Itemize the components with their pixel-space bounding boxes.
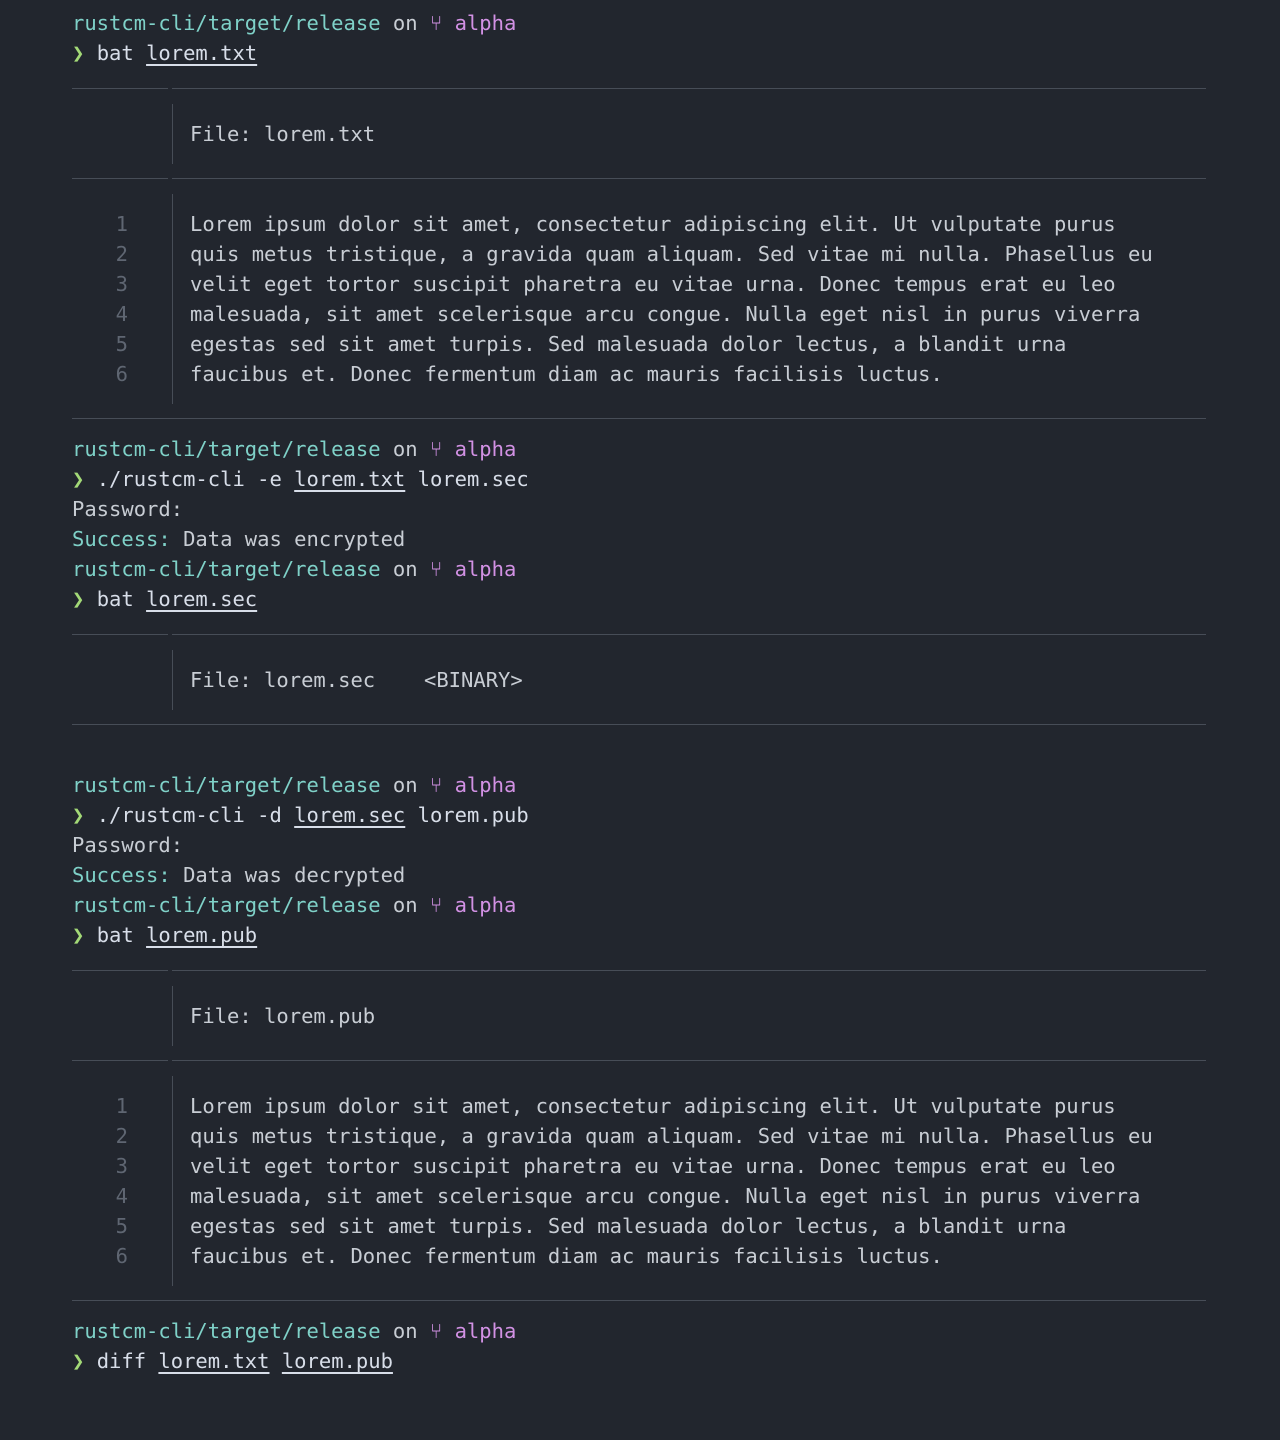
- success-message: [0, 524, 1280, 554]
- line-number: 4: [115, 1184, 128, 1208]
- prompt-path: rustcm-cli/target/release: [72, 893, 381, 917]
- bat-mid-rule: [0, 164, 1280, 194]
- password-prompt[interactable]: [0, 494, 1280, 524]
- bat-output-lorem-pub: [0, 950, 1280, 1316]
- code-line: [0, 1181, 1280, 1211]
- prompt-on-word: [381, 11, 393, 35]
- prompt-path: rustcm-cli/target/release: [72, 557, 381, 581]
- command-name: bat: [96, 587, 134, 611]
- line-number: 2: [115, 1124, 128, 1148]
- bat-mid-rule: [0, 1046, 1280, 1076]
- command-name: bat: [96, 41, 134, 65]
- command-line[interactable]: [0, 920, 1280, 950]
- success-text: Data was decrypted: [183, 863, 406, 887]
- prompt-branch: alpha: [454, 893, 517, 917]
- command-line[interactable]: [0, 800, 1280, 830]
- prompt-on: on: [392, 11, 418, 35]
- command-arg-output: lorem.sec: [417, 467, 529, 491]
- command-arg-file[interactable]: lorem.txt: [146, 41, 258, 65]
- prompt-line: [0, 770, 1280, 800]
- code-text: egestas sed sit amet turpis. Sed malesuada dolor lectus, a blandit urna: [190, 332, 1067, 356]
- git-branch-icon: ⑂: [429, 437, 443, 461]
- bat-top-rule: [0, 620, 1280, 650]
- bat-code-body: [0, 1076, 1280, 1286]
- git-branch-icon: ⑂: [429, 557, 443, 581]
- code-text: malesuada, sit amet scelerisque arcu congue. Nulla eget nisl in purus viverra: [190, 302, 1141, 326]
- command-line[interactable]: [0, 464, 1280, 494]
- line-number: 4: [115, 302, 128, 326]
- line-number: 3: [115, 1154, 128, 1178]
- command-arg-b[interactable]: lorem.pub: [281, 1349, 393, 1373]
- prompt-branch: alpha: [454, 557, 517, 581]
- code-text: velit eget tortor suscipit pharetra eu vitae urna. Donec tempus erat eu leo: [190, 272, 1116, 296]
- success-label: Success:: [72, 863, 171, 887]
- prompt-line: [0, 8, 1280, 38]
- prompt-branch: alpha: [454, 1319, 517, 1343]
- code-text: velit eget tortor suscipit pharetra eu vitae urna. Donec tempus erat eu leo: [190, 1154, 1116, 1178]
- code-text: Lorem ipsum dolor sit amet, consectetur adipiscing elit. Ut vulputate purus: [190, 1094, 1116, 1118]
- code-text: Lorem ipsum dolor sit amet, consectetur adipiscing elit. Ut vulputate purus: [190, 212, 1116, 236]
- command-line[interactable]: [0, 38, 1280, 68]
- code-line: [0, 1241, 1280, 1271]
- command-name: bat: [96, 923, 134, 947]
- bat-top-rule: [0, 74, 1280, 104]
- code-line: [0, 299, 1280, 329]
- code-line: [0, 239, 1280, 269]
- prompt-arrow-icon: ❯: [72, 587, 85, 611]
- bat-bottom-rule: [0, 710, 1280, 740]
- prompt-line: [0, 890, 1280, 920]
- command-name: ./rustcm-cli: [96, 467, 245, 491]
- line-number: 5: [115, 332, 128, 356]
- git-branch-icon: ⑂: [429, 773, 443, 797]
- password-label: Password:: [72, 833, 184, 857]
- command-arg-input[interactable]: lorem.txt: [294, 467, 406, 491]
- prompt-on: on: [392, 773, 418, 797]
- command-arg-file[interactable]: lorem.pub: [146, 923, 258, 947]
- code-line: [0, 1211, 1280, 1241]
- line-number: 6: [115, 1244, 128, 1268]
- code-text: faucibus et. Donec fermentum diam ac mauris facilisis luctus.: [190, 1244, 943, 1268]
- code-line: [0, 269, 1280, 299]
- command-flag: -d: [257, 803, 282, 827]
- line-number: 3: [115, 272, 128, 296]
- prompt-branch: alpha: [454, 773, 517, 797]
- code-text: malesuada, sit amet scelerisque arcu congue. Nulla eget nisl in purus viverra: [190, 1184, 1141, 1208]
- command-flag: -e: [257, 467, 282, 491]
- prompt-path: rustcm-cli/target/release: [72, 437, 381, 461]
- prompt-path: rustcm-cli/target/release: [72, 11, 381, 35]
- prompt-path: rustcm-cli/target/release: [72, 773, 381, 797]
- prompt-path: rustcm-cli/target/release: [72, 1319, 381, 1343]
- command-line[interactable]: [0, 584, 1280, 614]
- bat-bottom-rule: [0, 1286, 1280, 1316]
- code-line: [0, 329, 1280, 359]
- prompt-arrow-icon: ❯: [72, 923, 85, 947]
- code-text: quis metus tristique, a gravida quam aliquam. Sed vitae mi nulla. Phasellus eu: [190, 242, 1153, 266]
- code-line: [0, 209, 1280, 239]
- code-line: [0, 1091, 1280, 1121]
- command-arg-a[interactable]: lorem.txt: [158, 1349, 270, 1373]
- line-number: 1: [115, 1094, 128, 1118]
- line-number: 1: [115, 212, 128, 236]
- password-prompt[interactable]: [0, 830, 1280, 860]
- prompt-branch: alpha: [454, 11, 517, 35]
- bat-file-title: File: lorem.pub: [190, 1004, 376, 1028]
- command-arg-file[interactable]: lorem.sec: [146, 587, 258, 611]
- prompt-on: on: [392, 557, 418, 581]
- code-line: [0, 1121, 1280, 1151]
- bat-output-lorem-sec: [0, 614, 1280, 740]
- success-text: Data was encrypted: [183, 527, 406, 551]
- bat-file-title: File: lorem.txt: [190, 122, 376, 146]
- command-arg-output: lorem.pub: [417, 803, 529, 827]
- bat-output-lorem-txt: [0, 68, 1280, 434]
- bat-bottom-rule: [0, 404, 1280, 434]
- prompt-arrow-icon: ❯: [72, 803, 85, 827]
- bat-header: [0, 986, 1280, 1046]
- code-text: quis metus tristique, a gravida quam aliquam. Sed vitae mi nulla. Phasellus eu: [190, 1124, 1153, 1148]
- prompt-branch: alpha: [454, 437, 517, 461]
- bat-top-rule: [0, 956, 1280, 986]
- git-branch-icon: ⑂: [429, 893, 443, 917]
- bat-binary-badge: <BINARY>: [424, 668, 523, 692]
- prompt-on: on: [392, 893, 418, 917]
- bat-code-body: [0, 194, 1280, 404]
- command-arg-input[interactable]: lorem.sec: [294, 803, 406, 827]
- success-label: Success:: [72, 527, 171, 551]
- prompt-arrow-icon: ❯: [72, 1349, 85, 1373]
- command-name: ./rustcm-cli: [96, 803, 245, 827]
- prompt-on: on: [392, 1319, 418, 1343]
- password-label: Password:: [72, 497, 184, 521]
- git-branch-icon: ⑂: [429, 11, 443, 35]
- code-text: faucibus et. Donec fermentum diam ac mauris facilisis luctus.: [190, 362, 943, 386]
- line-number: 5: [115, 1214, 128, 1238]
- code-line: [0, 359, 1280, 389]
- success-message: [0, 860, 1280, 890]
- bat-file-title: File: lorem.sec: [190, 668, 376, 692]
- bat-header: [0, 650, 1280, 710]
- code-text: egestas sed sit amet turpis. Sed malesuada dolor lectus, a blandit urna: [190, 1214, 1067, 1238]
- line-number: 6: [115, 362, 128, 386]
- git-branch-icon: ⑂: [429, 1319, 443, 1343]
- prompt-on: on: [392, 437, 418, 461]
- prompt-arrow-icon: ❯: [72, 467, 85, 491]
- bat-header: [0, 104, 1280, 164]
- prompt-arrow-icon: ❯: [72, 41, 85, 65]
- command-name: diff: [96, 1349, 147, 1373]
- code-line: [0, 1151, 1280, 1181]
- prompt-line: [0, 554, 1280, 584]
- command-line[interactable]: [0, 1346, 1280, 1376]
- prompt-line: [0, 1316, 1280, 1346]
- prompt-line: [0, 434, 1280, 464]
- line-number: 2: [115, 242, 128, 266]
